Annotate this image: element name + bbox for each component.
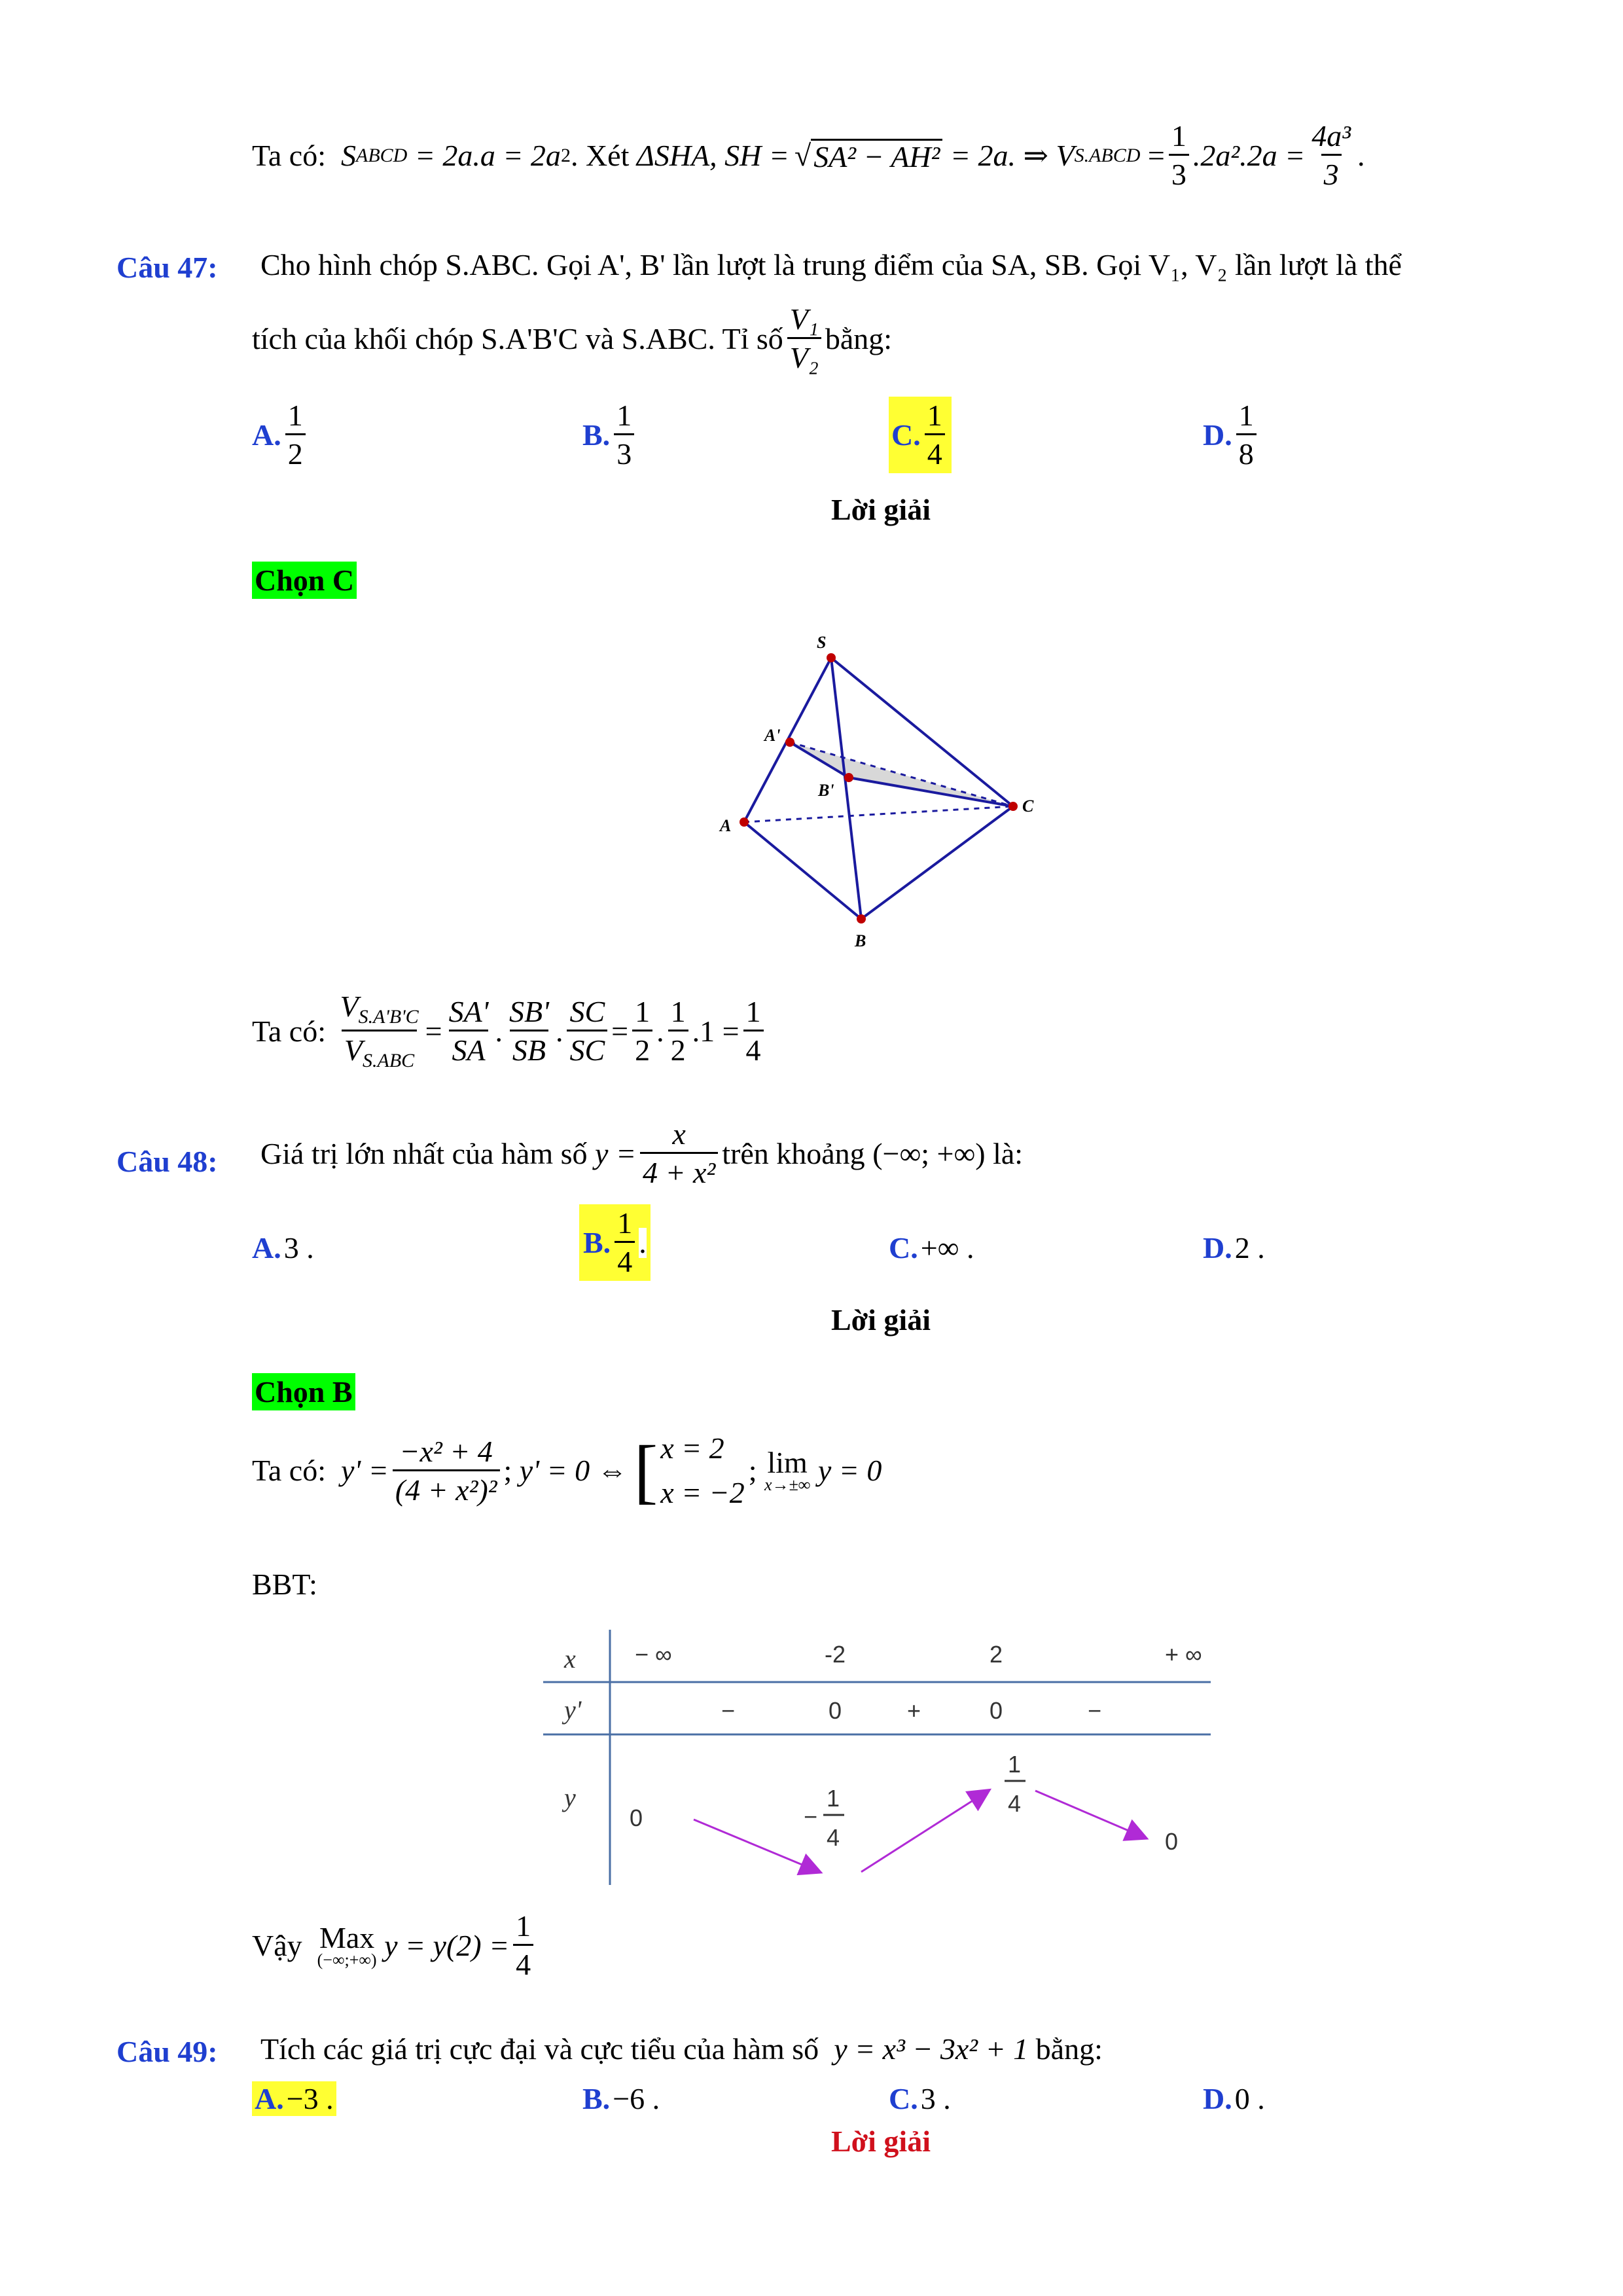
top-prefix: Ta có: (252, 138, 327, 172)
label-a: A (720, 816, 732, 835)
pyramid-figure (707, 628, 1073, 956)
point-c (1008, 802, 1018, 811)
frac-one-third: $\frac{1}{3}$ (1169, 121, 1189, 190)
q48-option-c[interactable] (889, 1230, 974, 1265)
q48-text-a: Giá trị lớn nhất của hàm số (260, 1136, 588, 1170)
point-b (857, 914, 866, 924)
lim-word: lim (767, 1446, 808, 1479)
deriv-limit (764, 1448, 810, 1494)
y-left: 0 (630, 1804, 643, 1831)
bracket: [ (633, 1430, 658, 1511)
edge-a-b (744, 822, 861, 919)
option-letter: D. (1203, 1231, 1232, 1265)
deriv-cases (660, 1433, 745, 1508)
calc-lhs: $\frac{V_{S.A'B'C}}{V_{S.ABC}}$ (340, 990, 419, 1071)
sqrt-sign: √ (794, 138, 812, 172)
calc-result: $\frac{1}{4}$ (743, 997, 764, 1066)
deriv-semi: ; (503, 1454, 512, 1487)
option-letter: C. (889, 2082, 918, 2115)
deriv-fraction: $\frac{\text{−x² + 4}}{\text{(4 + x²)²}}$ (393, 1437, 500, 1505)
q47-option-c[interactable] (889, 397, 952, 473)
q48-conclusion (252, 1911, 537, 1980)
eq2: = 2a. ⇒ V (950, 138, 1075, 172)
option-letter: B. (582, 2082, 611, 2115)
option-after: . (639, 1225, 647, 1259)
y-min-prefix: − (804, 1803, 818, 1830)
deriv-semi2: ; (748, 1454, 757, 1487)
label-b1: B' (818, 781, 834, 800)
top-end: . (1357, 138, 1365, 172)
label-b: B (855, 931, 866, 950)
calc-prefix: Ta có: (252, 1014, 327, 1048)
calc-h2: $\frac{1}{2}$ (668, 997, 688, 1066)
option-value: 3 . (920, 2081, 951, 2115)
calc-f2: $\frac{SB'}{SB}$ (509, 995, 549, 1067)
option-letter: A. (255, 2082, 284, 2115)
option-fraction: $\frac{1}{4}$ (925, 401, 945, 469)
frac-4a3: $\frac{\text{4a³}}{3}$ (1311, 119, 1351, 191)
q48-text-b: trên khoảng (722, 1136, 865, 1170)
conclusion-fraction: $\frac{1}{4}$ (513, 1911, 533, 1980)
x-val-2: 2 (990, 1641, 1003, 1668)
q47-option-b[interactable] (582, 401, 638, 469)
deriv-case1: x = 2 (660, 1431, 724, 1465)
label-c: C (1022, 797, 1034, 816)
point-a1 (785, 738, 794, 747)
q47-solution-title: Lời giải (831, 493, 931, 526)
option-value: −6 . (613, 2081, 660, 2115)
conclusion-rest: y = y(2) = (384, 1928, 510, 1962)
triangle-text: ΔSHA, SH = (636, 138, 789, 172)
q49-func: y = x³ − 3x² + 1 (834, 2032, 1029, 2066)
q47-line2b: bằng: (825, 321, 893, 355)
q47-label: Câu 47: (116, 251, 218, 284)
eq4: .2a².2a = (1192, 138, 1306, 172)
max-sub: (−∞;+∞) (317, 1950, 377, 1969)
option-letter: D. (1203, 418, 1232, 452)
label-a1: A' (764, 726, 781, 745)
calc-f3: $\frac{SC}{SC}$ (567, 997, 607, 1066)
q49-option-d[interactable] (1203, 2081, 1265, 2116)
bbt-label: BBT: (252, 1568, 317, 1601)
point-a (740, 817, 749, 827)
arrow-decrease-2 (1035, 1791, 1145, 1838)
x-val-neg2: -2 (825, 1641, 846, 1668)
deriv-prefix: Ta có: (252, 1454, 327, 1487)
label-s: S (817, 633, 827, 652)
q49-option-b[interactable] (582, 2081, 660, 2116)
eq3: = (1147, 138, 1165, 172)
deriv-case2: x = −2 (660, 1476, 745, 1509)
q47-line2 (252, 304, 892, 373)
max-word: Max (319, 1920, 375, 1954)
q49-text: Tích các giá trị cực đại và cực tiểu của hàm số (260, 2032, 819, 2066)
q48-option-d[interactable] (1203, 1230, 1265, 1265)
x-val-neg-inf: − ∞ (635, 1641, 672, 1668)
q47-line1: Cho hình chóp S.ABC. Gọi A', B' lần lượt là trung điểm của SA, SB. Gọi V₁, V₂ lần lượt là thể (260, 248, 1402, 281)
deriv-yprime: y' = (341, 1454, 389, 1487)
deriv-yzero: y' = 0 ⇔ (519, 1454, 628, 1487)
sqrt-inner: SA² − AH² (811, 139, 942, 172)
row-x-label: x (564, 1644, 576, 1674)
option-letter: A. (252, 1231, 281, 1265)
q48-option-b[interactable] (579, 1204, 651, 1281)
option-letter: B. (583, 1226, 611, 1259)
s-letter: S (341, 138, 357, 172)
option-fraction: $\frac{1}{8}$ (1236, 401, 1257, 469)
q49-solution-title: Lời giải (831, 2125, 931, 2158)
conclusion-max (317, 1920, 377, 1969)
calc-f1: $\frac{SA'}{SA}$ (448, 995, 489, 1067)
y-min-den: 4 (827, 1824, 840, 1851)
q48-function: $\frac{x}{\text{4 + x²}}$ (640, 1119, 718, 1188)
edge-s-b (831, 658, 861, 919)
yp-sign-3: + (907, 1697, 921, 1724)
x-val-pos-inf: + ∞ (1165, 1641, 1202, 1668)
q48-text-c: là: (993, 1136, 1024, 1170)
q47-option-d[interactable] (1203, 401, 1260, 469)
q48-interval: (−∞; +∞) (872, 1136, 986, 1170)
arrow-increase (861, 1791, 988, 1872)
q48-label: Câu 48: (116, 1145, 218, 1178)
top-line (252, 121, 1365, 190)
yp-sign-4: 0 (990, 1697, 1003, 1724)
q49-text-b: bằng: (1035, 2032, 1103, 2066)
option-letter: C. (891, 418, 921, 452)
edge-b-c (861, 806, 1013, 919)
s-sub: ABCD (356, 144, 408, 166)
lim-rest: y = 0 (817, 1454, 882, 1487)
row-yp-label: y' (564, 1695, 582, 1725)
option-fraction: $\frac{1}{3}$ (614, 401, 634, 469)
option-value: +∞ . (920, 1230, 974, 1265)
edge-a-c-hidden (744, 806, 1013, 822)
v-sub: S.ABCD (1074, 144, 1141, 166)
eq1-sup: 2 (560, 144, 571, 166)
point-s (827, 653, 836, 662)
q48-question (260, 1119, 1023, 1188)
y-right: 0 (1165, 1828, 1179, 1855)
point-b1 (844, 773, 853, 782)
option-value: −3 . (286, 2081, 334, 2115)
dot-xet: . Xét (570, 138, 630, 172)
eq1: = 2a.a = 2a (414, 138, 561, 172)
option-value: 2 . (1234, 1230, 1265, 1265)
q48-option-a[interactable] (252, 1230, 314, 1265)
option-letter: B. (582, 418, 611, 452)
q48-y-eq: y = (595, 1136, 636, 1170)
q47-ratio: $\frac{\text{V₁}}{\text{V₂}}$ (787, 304, 821, 373)
conclusion-prefix: Vậy (252, 1928, 302, 1962)
q47-option-a[interactable] (252, 401, 310, 469)
option-letter: D. (1203, 2082, 1232, 2115)
q48-chosen: Chọn B (252, 1373, 355, 1410)
q49-question (260, 2034, 1103, 2064)
variation-table (537, 1630, 1217, 1885)
calc-one: .1 = (692, 1014, 740, 1048)
option-value: 0 . (1234, 2081, 1265, 2115)
option-letter: C. (889, 1231, 918, 1265)
q47-line2a: tích của khối chóp S.A'B'C và S.ABC. Tỉ số (252, 321, 783, 355)
q47-chosen: Chọn C (252, 562, 357, 599)
arrow-decrease-1 (694, 1820, 819, 1872)
y-max-den: 4 (1008, 1790, 1022, 1817)
q49-label: Câu 49: (116, 2035, 218, 2068)
q49-option-c[interactable] (889, 2081, 951, 2116)
option-letter: A. (252, 418, 281, 452)
lim-sub: x→±∞ (764, 1475, 811, 1494)
y-min-num: 1 (827, 1785, 840, 1812)
calc-h1: $\frac{1}{2}$ (632, 997, 652, 1066)
yp-sign-2: 0 (829, 1697, 842, 1724)
yp-sign-5: − (1088, 1697, 1102, 1724)
option-fraction: $\frac{1}{2}$ (285, 401, 306, 469)
row-y-label: y (564, 1783, 576, 1812)
q47-calc: Ta có: $\frac{V_{S.A'B'C}}{V_{S.ABC}}$ = $\frac{SA'}{SA}$ . $\frac{SB'}{SB}$ . $\frac{SC}{SC}$ = $\frac{1}{2}$ . $\frac{1}{2}$ .1 = $\frac{1}{4}$ (252, 992, 768, 1071)
q48-derivative (252, 1430, 882, 1511)
q49-option-a[interactable] (252, 2081, 336, 2116)
option-fraction: $\frac{1}{4}$ (615, 1208, 635, 1277)
option-value: 3 . (283, 1230, 314, 1265)
y-max-num: 1 (1008, 1751, 1022, 1778)
q48-solution-title: Lời giải (831, 1303, 931, 1336)
edge-b1-c (849, 778, 1013, 806)
yp-sign-1: − (721, 1697, 736, 1724)
